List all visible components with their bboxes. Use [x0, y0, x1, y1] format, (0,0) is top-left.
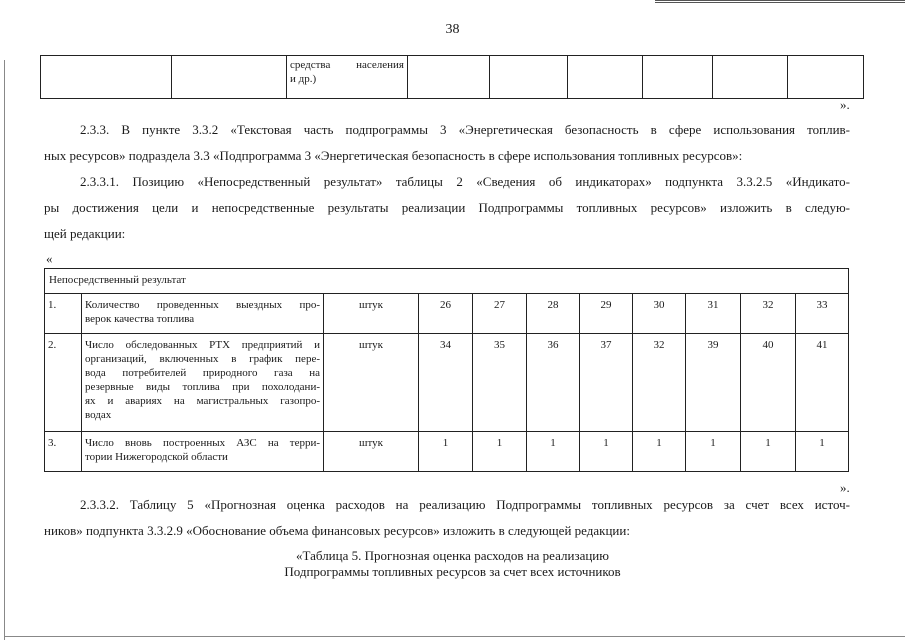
value-cell: 32: [633, 334, 686, 432]
table-row: [45, 432, 849, 472]
paragraph-2-3-3: [44, 117, 850, 169]
value-cell: 1: [633, 432, 686, 472]
value-cell: 1: [473, 432, 527, 472]
value-cell: 1: [580, 432, 633, 472]
value-cell: 41: [796, 334, 849, 432]
value-cell: 1: [686, 432, 741, 472]
table-row: [45, 294, 849, 334]
name-line: резервные виды топлива при похолодани-: [85, 381, 320, 393]
value-cell: 33: [796, 294, 849, 334]
value-cell: 29: [580, 294, 633, 334]
page-number: 38: [445, 22, 460, 37]
table-header-row: [45, 269, 849, 294]
table-cell: [643, 56, 713, 99]
value-cell: 32: [741, 294, 796, 334]
text-line: ры достижения цели и непосредственные результаты реализации Подпрограммы топливных ресурсов» изложить в следую-: [44, 200, 850, 215]
name-line: Число обследованных РТХ предприятий и: [85, 339, 320, 351]
text-line: 2.3.3.1. Позицию «Непосредственный результат» таблицы 2 «Сведения об индикаторах» подпункта 3.3.2.5 «Индикато-: [80, 174, 850, 189]
unit-cell: штук: [324, 294, 419, 334]
table-cell: [408, 56, 490, 99]
text-line: ных ресурсов» подраздела 3.3 «Подпрограмма 3 «Энергетическая безопасность в сфере использования топливных ресурсов»:: [44, 148, 743, 163]
table-row: [45, 334, 849, 432]
value-cell: 35: [473, 334, 527, 432]
caption-line: «Таблица 5. Прогнозная оценка расходов на реализацию: [296, 548, 609, 563]
table-cell: [713, 56, 788, 99]
name-line: тории Нижегородской области: [85, 451, 228, 463]
header-cell: Непосредственный результат: [45, 269, 849, 294]
row-number: 1.: [45, 294, 82, 334]
table-cell: [788, 56, 864, 99]
value-cell: 36: [527, 334, 580, 432]
name-line: Количество проведенных выездных про-: [85, 299, 320, 311]
cell-line: и др.): [290, 73, 317, 85]
value-cell: 1: [527, 432, 580, 472]
text-line: 2.3.3.2. Таблицу 5 «Прогнозная оценка расходов на реализацию Подпрограммы топливных ресурсов за счет всех источ-: [80, 497, 850, 512]
continued-table-fragment: [40, 55, 864, 99]
table-cell: [41, 56, 172, 99]
text-line: ников» подпункта 3.3.2.9 «Обоснование объема финансовых ресурсов» изложить в следующей редакции:: [44, 523, 630, 538]
scan-bottom-edge: [4, 636, 905, 637]
name-line: Число вновь построенных АЗС на терри-: [85, 437, 320, 449]
table-cell: [490, 56, 568, 99]
value-cell: 40: [741, 334, 796, 432]
text-line: 2.3.3. В пункте 3.3.2 «Текстовая часть подпрограммы 3 «Энергетическая безопасность в сфере использования топлив-: [80, 122, 850, 137]
row-number: 3.: [45, 432, 82, 472]
scan-corner-mark: [655, 0, 905, 3]
closing-quote: ».: [840, 97, 850, 112]
value-cell: 34: [419, 334, 473, 432]
name-line: ях и авариях на магистральных газопро-: [85, 395, 320, 407]
table-cell-text: [287, 56, 408, 99]
value-cell: 26: [419, 294, 473, 334]
value-cell: 28: [527, 294, 580, 334]
table-cell: [568, 56, 643, 99]
value-cell: 1: [419, 432, 473, 472]
paragraph-2-3-3-1: [44, 169, 850, 247]
table-caption: [0, 548, 905, 580]
indicator-name: [82, 294, 324, 334]
unit-cell: штук: [324, 334, 419, 432]
value-cell: 27: [473, 294, 527, 334]
paragraph-2-3-3-2: [44, 492, 850, 544]
value-cell: 39: [686, 334, 741, 432]
value-cell: 31: [686, 294, 741, 334]
text-line: щей редакции:: [44, 226, 126, 241]
name-line: верок качества топлива: [85, 313, 195, 325]
name-line: организаций, включенных в график пере-: [85, 353, 320, 365]
name-line: водах: [85, 409, 112, 421]
row-number: 2.: [45, 334, 82, 432]
indicator-name: [82, 334, 324, 432]
name-line: вода потребителей природного газа на: [85, 367, 320, 379]
value-cell: 1: [741, 432, 796, 472]
table-row: [41, 56, 864, 99]
value-cell: 1: [796, 432, 849, 472]
unit-cell: штук: [324, 432, 419, 472]
indicator-table: [44, 268, 849, 472]
opening-quote: «: [46, 251, 53, 266]
value-cell: 37: [580, 334, 633, 432]
caption-line: Подпрограммы топливных ресурсов за счет всех источников: [284, 564, 621, 579]
cell-line: средства населения: [290, 59, 404, 71]
table-cell: [172, 56, 287, 99]
closing-quote: ».: [840, 480, 850, 495]
value-cell: 30: [633, 294, 686, 334]
indicator-name: [82, 432, 324, 472]
